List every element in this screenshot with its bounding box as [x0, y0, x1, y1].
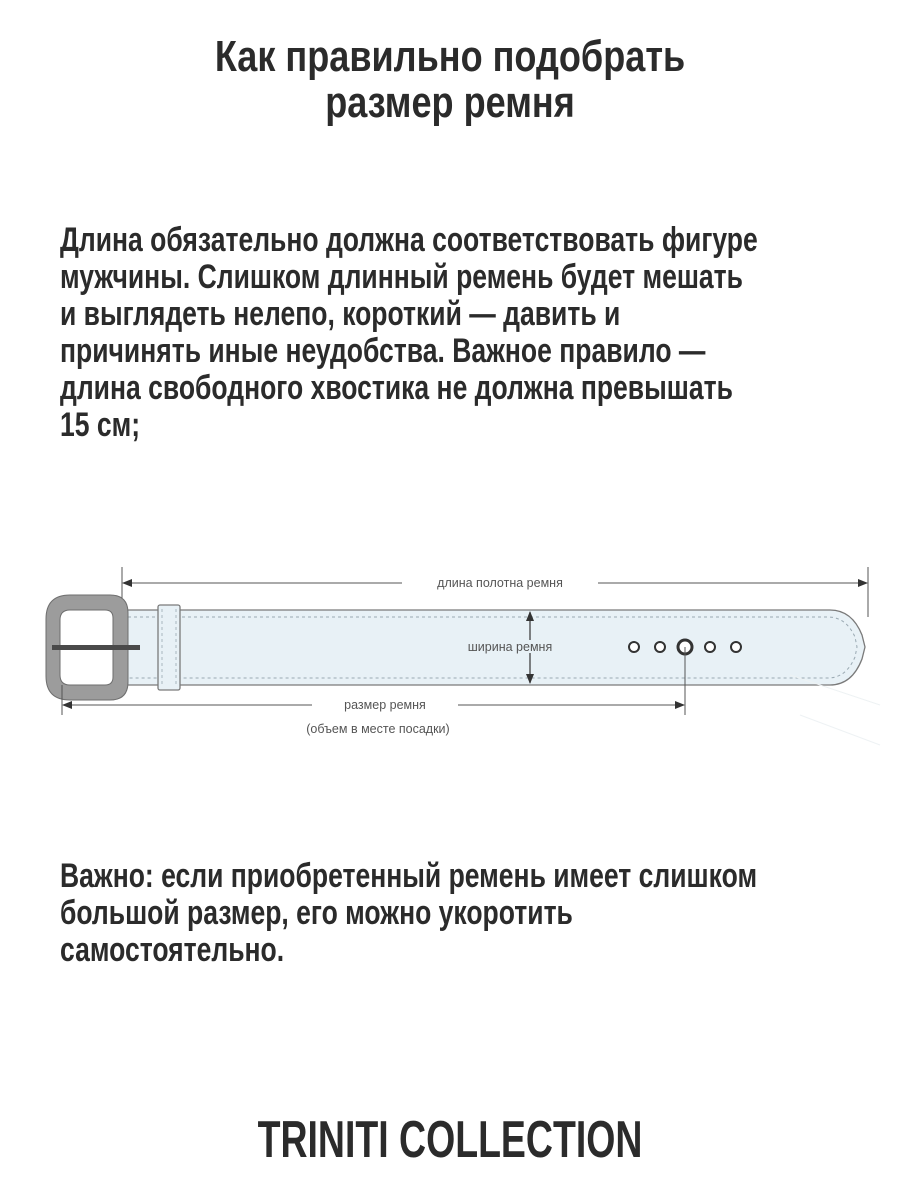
page-title — [81, 34, 819, 126]
belt-keeper — [158, 605, 180, 690]
belt-hole — [705, 642, 715, 652]
note-line: большой размер, его можно укоротить — [60, 894, 573, 932]
intro-line: причинять иные неудобства. Важное правило — — [60, 332, 706, 370]
intro-line: Длина обязательно должна соответствовать фигуре — [60, 221, 758, 259]
size-note: (объем в месте посадки) — [306, 722, 450, 736]
intro-line: мужчины. Слишком длинный ремень будет мешать — [60, 258, 743, 296]
belt-hole — [655, 642, 665, 652]
belt-hole — [629, 642, 639, 652]
belt-hole — [731, 642, 741, 652]
title-line-1: Как правильно подобрать — [214, 32, 686, 81]
intro-paragraph — [60, 222, 817, 444]
length-label: длина полотна ремня — [437, 576, 563, 590]
intro-line: длина свободного хвостика не должна превышать — [60, 369, 733, 407]
note-line: Важно: если приобретенный ремень имеет слишком — [60, 857, 758, 895]
note-line: самостоятельно. — [60, 931, 285, 969]
keeper-loop — [158, 605, 180, 690]
belt-strap — [122, 610, 880, 745]
size-label: размер ремня — [344, 698, 426, 712]
width-label: ширина ремня — [467, 640, 553, 654]
intro-line: 15 см; — [60, 406, 141, 444]
brand-name: TRINITI COLLECTION — [257, 1111, 643, 1169]
note-paragraph — [60, 858, 817, 969]
title-line-2: размер ремня — [325, 78, 575, 127]
intro-line: и выглядеть нелепо, короткий — давить и — [60, 295, 621, 333]
belt-size-diagram — [0, 555, 900, 755]
buckle-prong — [52, 645, 140, 650]
belt-buckle — [46, 595, 140, 700]
